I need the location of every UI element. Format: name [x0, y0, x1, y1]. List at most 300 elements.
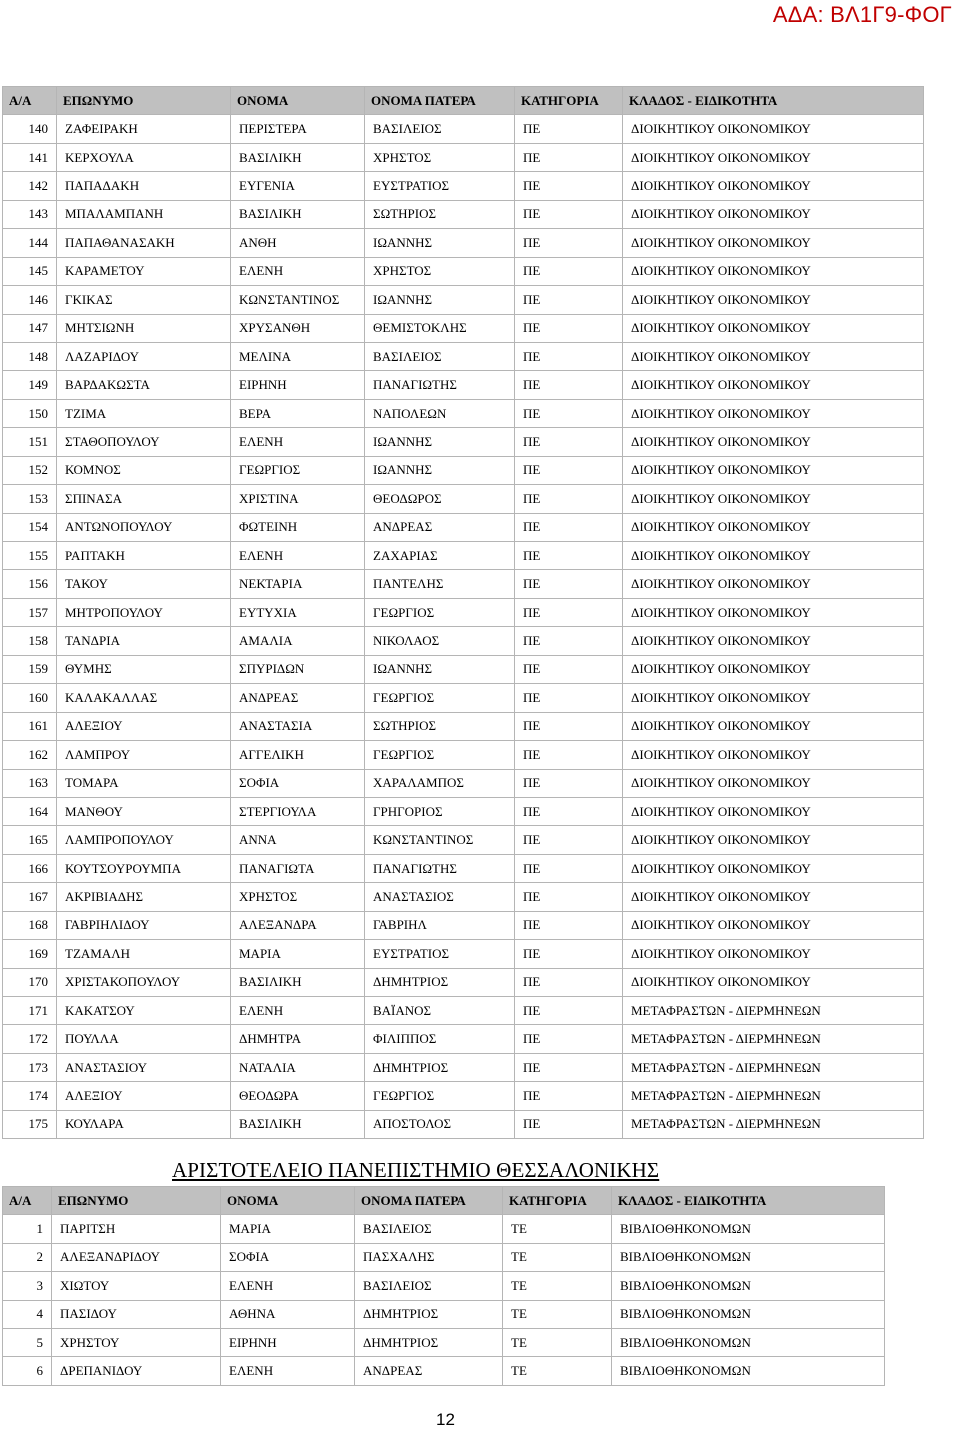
cell-father-name: ΣΩΤΗΡΙΟΣ [365, 712, 515, 740]
cell-surname: ΑΛΕΞΙΟΥ [57, 712, 231, 740]
table-row [3, 172, 924, 200]
table-row [3, 143, 924, 171]
table-row [3, 542, 924, 570]
cell-category: ΠΕ [515, 826, 623, 854]
cell-father-name: ΓΕΩΡΓΙΟΣ [365, 598, 515, 626]
cell-father-name: ΠΑΝΑΓΙΩΤΗΣ [365, 854, 515, 882]
cell-surname: ΑΛΕΞΙΟΥ [57, 1082, 231, 1110]
cell-surname: ΤΖΑΜΑΛΗ [57, 940, 231, 968]
cell-name: ΠΑΝΑΓΙΩΤΑ [231, 854, 365, 882]
cell-surname: ΚΕΡΧΟΥΛΑ [57, 143, 231, 171]
cell-category: ΠΕ [515, 712, 623, 740]
cell-name: ΓΕΩΡΓΙΟΣ [231, 456, 365, 484]
cell-aa: 143 [3, 200, 57, 228]
table-row [3, 627, 924, 655]
cell-father-name: ΖΑΧΑΡΙΑΣ [365, 542, 515, 570]
table-row [3, 485, 924, 513]
cell-name: ΕΛΕΝΗ [231, 542, 365, 570]
cell-specialty: ΔΙΟΙΚΗΤΙΚΟΥ ΟΙΚΟΝΟΜΙΚΟΥ [623, 940, 924, 968]
cell-category: ΠΕ [515, 997, 623, 1025]
cell-category: ΠΕ [515, 854, 623, 882]
cell-name: ΒΕΡΑ [231, 399, 365, 427]
cell-specialty: ΒΙΒΛΙΟΘΗΚΟΝΟΜΩΝ [612, 1328, 885, 1356]
staff-table-2 [2, 1186, 885, 1386]
cell-name: ΠΕΡΙΣΤΕΡΑ [231, 115, 365, 143]
cell-category: ΠΕ [515, 229, 623, 257]
cell-surname: ΑΚΡΙΒΙΑΔΗΣ [57, 883, 231, 911]
cell-category: ΤΕ [503, 1272, 612, 1300]
cell-surname: ΓΚΙΚΑΣ [57, 286, 231, 314]
cell-surname: ΒΑΡΔΑΚΩΣΤΑ [57, 371, 231, 399]
cell-surname: ΤΟΜΑΡΑ [57, 769, 231, 797]
cell-name: ΑΛΕΞΑΝΔΡΑ [231, 911, 365, 939]
cell-aa: 147 [3, 314, 57, 342]
cell-name: ΧΡΗΣΤΟΣ [231, 883, 365, 911]
cell-specialty: ΔΙΟΙΚΗΤΙΚΟΥ ΟΙΚΟΝΟΜΙΚΟΥ [623, 257, 924, 285]
cell-category: ΠΕ [515, 542, 623, 570]
cell-name: ΦΩΤΕΙΝΗ [231, 513, 365, 541]
cell-category: ΠΕ [515, 456, 623, 484]
cell-category: ΠΕ [515, 1025, 623, 1053]
cell-aa: 6 [3, 1357, 52, 1385]
table-row [3, 997, 924, 1025]
cell-surname: ΤΑΝΔΡΙΑ [57, 627, 231, 655]
staff-table-2-body [3, 1215, 885, 1385]
cell-category: ΤΕ [503, 1243, 612, 1271]
cell-father-name: ΧΑΡΑΛΑΜΠΟΣ [365, 769, 515, 797]
table-row [3, 1082, 924, 1110]
cell-aa: 172 [3, 1025, 57, 1053]
cell-name: ΕΥΓΕΝΙΑ [231, 172, 365, 200]
cell-father-name: ΝΑΠΟΛΕΩΝ [365, 399, 515, 427]
cell-father-name: ΑΠΟΣΤΟΛΟΣ [365, 1110, 515, 1138]
cell-aa: 141 [3, 143, 57, 171]
cell-father-name: ΔΗΜΗΤΡΙΟΣ [355, 1300, 503, 1328]
cell-surname: ΣΤΑΘΟΠΟΥΛΟΥ [57, 428, 231, 456]
header-name: ΟΝΟΜΑ [221, 1187, 355, 1215]
cell-category: ΠΕ [515, 627, 623, 655]
cell-name: ΒΑΣΙΛΙΚΗ [231, 968, 365, 996]
cell-father-name: ΓΕΩΡΓΙΟΣ [365, 684, 515, 712]
cell-father-name: ΧΡΗΣΤΟΣ [365, 143, 515, 171]
cell-surname: ΤΖΙΜΑ [57, 399, 231, 427]
cell-aa: 153 [3, 485, 57, 513]
cell-father-name: ΙΩΑΝΝΗΣ [365, 229, 515, 257]
table-row [3, 883, 924, 911]
cell-aa: 2 [3, 1243, 52, 1271]
cell-aa: 162 [3, 741, 57, 769]
cell-father-name: ΙΩΑΝΝΗΣ [365, 286, 515, 314]
cell-aa: 4 [3, 1300, 52, 1328]
cell-name: ΑΓΓΕΛΙΚΗ [231, 741, 365, 769]
table-row [3, 911, 924, 939]
cell-aa: 163 [3, 769, 57, 797]
cell-aa: 168 [3, 911, 57, 939]
cell-category: ΠΕ [515, 286, 623, 314]
header-specialty: ΚΛΑΔΟΣ - ΕΙΔΙΚΟΤΗΤΑ [623, 87, 924, 115]
cell-name: ΕΛΕΝΗ [231, 428, 365, 456]
cell-specialty: ΔΙΟΙΚΗΤΙΚΟΥ ΟΙΚΟΝΟΜΙΚΟΥ [623, 485, 924, 513]
table-row [3, 513, 924, 541]
cell-surname: ΑΝΤΩΝΟΠΟΥΛΟΥ [57, 513, 231, 541]
cell-aa: 5 [3, 1328, 52, 1356]
cell-specialty: ΔΙΟΙΚΗΤΙΚΟΥ ΟΙΚΟΝΟΜΙΚΟΥ [623, 428, 924, 456]
cell-name: ΣΠΥΡΙΔΩΝ [231, 655, 365, 683]
cell-specialty: ΔΙΟΙΚΗΤΙΚΟΥ ΟΙΚΟΝΟΜΙΚΟΥ [623, 769, 924, 797]
header-specialty: ΚΛΑΔΟΣ - ΕΙΔΙΚΟΤΗΤΑ [612, 1187, 885, 1215]
table-row [3, 428, 924, 456]
cell-aa: 156 [3, 570, 57, 598]
cell-category: ΠΕ [515, 485, 623, 513]
header-surname: ΕΠΩΝΥΜΟ [57, 87, 231, 115]
cell-specialty: ΜΕΤΑΦΡΑΣΤΩΝ - ΔΙΕΡΜΗΝΕΩΝ [623, 1110, 924, 1138]
table-row [3, 741, 924, 769]
cell-father-name: ΙΩΑΝΝΗΣ [365, 456, 515, 484]
cell-father-name: ΣΩΤΗΡΙΟΣ [365, 200, 515, 228]
cell-name: ΕΛΕΝΗ [231, 257, 365, 285]
cell-father-name: ΠΑΝΑΓΙΩΤΗΣ [365, 371, 515, 399]
cell-category: ΠΕ [515, 741, 623, 769]
cell-surname: ΜΑΝΘΟΥ [57, 797, 231, 825]
table-row [3, 769, 924, 797]
cell-category: ΠΕ [515, 655, 623, 683]
cell-name: ΑΝΘΗ [231, 229, 365, 257]
cell-father-name: ΝΙΚΟΛΑΟΣ [365, 627, 515, 655]
table-row [3, 712, 924, 740]
cell-specialty: ΔΙΟΙΚΗΤΙΚΟΥ ΟΙΚΟΝΟΜΙΚΟΥ [623, 598, 924, 626]
table-row [3, 115, 924, 143]
cell-surname: ΖΑΦΕΙΡΑΚΗ [57, 115, 231, 143]
cell-aa: 148 [3, 342, 57, 370]
cell-aa: 159 [3, 655, 57, 683]
cell-name: ΜΑΡΙΑ [231, 940, 365, 968]
cell-name: ΑΝΑΣΤΑΣΙΑ [231, 712, 365, 740]
cell-father-name: ΙΩΑΝΝΗΣ [365, 428, 515, 456]
header-category: ΚΑΤΗΓΟΡΙΑ [515, 87, 623, 115]
cell-aa: 171 [3, 997, 57, 1025]
cell-surname: ΚΟΜΝΟΣ [57, 456, 231, 484]
cell-father-name: ΕΥΣΤΡΑΤΙΟΣ [365, 940, 515, 968]
cell-category: ΠΕ [515, 428, 623, 456]
table-row [3, 655, 924, 683]
cell-aa: 145 [3, 257, 57, 285]
cell-father-name: ΑΝΔΡΕΑΣ [365, 513, 515, 541]
cell-father-name: ΒΑΣΙΛΕΙΟΣ [365, 115, 515, 143]
cell-surname: ΠΑΠΑΔΑΚΗ [57, 172, 231, 200]
cell-surname: ΔΡΕΠΑΝΙΔΟΥ [52, 1357, 221, 1385]
cell-name: ΝΕΚΤΑΡΙΑ [231, 570, 365, 598]
cell-category: ΠΕ [515, 1110, 623, 1138]
cell-aa: 164 [3, 797, 57, 825]
header-father-name: ΟΝΟΜΑ ΠΑΤΕΡΑ [365, 87, 515, 115]
ada-code: ΑΔΑ: ΒΛ1Γ9-ΦΟΓ [772, 2, 952, 27]
cell-surname: ΣΠΙΝΑΣΑ [57, 485, 231, 513]
staff-table-1-body [3, 115, 924, 1139]
cell-specialty: ΔΙΟΙΚΗΤΙΚΟΥ ΟΙΚΟΝΟΜΙΚΟΥ [623, 314, 924, 342]
cell-surname: ΑΝΑΣΤΑΣΙΟΥ [57, 1053, 231, 1081]
cell-category: ΠΕ [515, 399, 623, 427]
cell-aa: 150 [3, 399, 57, 427]
cell-surname: ΜΗΤΣΙΩΝΗ [57, 314, 231, 342]
table-row [3, 1110, 924, 1138]
cell-specialty: ΔΙΟΙΚΗΤΙΚΟΥ ΟΙΚΟΝΟΜΙΚΟΥ [623, 542, 924, 570]
cell-father-name: ΔΗΜΗΤΡΙΟΣ [365, 1053, 515, 1081]
cell-name: ΣΟΦΙΑ [221, 1243, 355, 1271]
cell-specialty: ΔΙΟΙΚΗΤΙΚΟΥ ΟΙΚΟΝΟΜΙΚΟΥ [623, 797, 924, 825]
cell-surname: ΛΑΜΠΡΟΥ [57, 741, 231, 769]
table-row [3, 1300, 885, 1328]
cell-specialty: ΔΙΟΙΚΗΤΙΚΟΥ ΟΙΚΟΝΟΜΙΚΟΥ [623, 456, 924, 484]
table-row [3, 968, 924, 996]
cell-specialty: ΔΙΟΙΚΗΤΙΚΟΥ ΟΙΚΟΝΟΜΙΚΟΥ [623, 911, 924, 939]
cell-name: ΔΗΜΗΤΡΑ [231, 1025, 365, 1053]
cell-name: ΚΩΝΣΤΑΝΤΙΝΟΣ [231, 286, 365, 314]
cell-specialty: ΔΙΟΙΚΗΤΙΚΟΥ ΟΙΚΟΝΟΜΙΚΟΥ [623, 143, 924, 171]
cell-father-name: ΦΙΛΙΠΠΟΣ [365, 1025, 515, 1053]
table-row [3, 797, 924, 825]
header-surname: ΕΠΩΝΥΜΟ [52, 1187, 221, 1215]
cell-surname: ΘΥΜΗΣ [57, 655, 231, 683]
cell-category: ΠΕ [515, 314, 623, 342]
cell-name: ΑΝΝΑ [231, 826, 365, 854]
cell-surname: ΡΑΠΤΑΚΗ [57, 542, 231, 570]
cell-specialty: ΔΙΟΙΚΗΤΙΚΟΥ ΟΙΚΟΝΟΜΙΚΟΥ [623, 399, 924, 427]
cell-specialty: ΜΕΤΑΦΡΑΣΤΩΝ - ΔΙΕΡΜΗΝΕΩΝ [623, 1082, 924, 1110]
cell-surname: ΜΠΑΛΑΜΠΑΝΗ [57, 200, 231, 228]
table-row [3, 1328, 885, 1356]
cell-category: ΠΕ [515, 570, 623, 598]
header-aa: Α/Α [3, 1187, 52, 1215]
cell-name: ΕΛΕΝΗ [231, 997, 365, 1025]
cell-specialty: ΔΙΟΙΚΗΤΙΚΟΥ ΟΙΚΟΝΟΜΙΚΟΥ [623, 286, 924, 314]
cell-father-name: ΓΑΒΡΙΗΛ [365, 911, 515, 939]
table-row [3, 598, 924, 626]
cell-father-name: ΧΡΗΣΤΟΣ [365, 257, 515, 285]
cell-name: ΝΑΤΑΛΙΑ [231, 1053, 365, 1081]
cell-father-name: ΠΑΝΤΕΛΗΣ [365, 570, 515, 598]
cell-surname: ΜΗΤΡΟΠΟΥΛΟΥ [57, 598, 231, 626]
cell-category: ΠΕ [515, 1082, 623, 1110]
table-row [3, 1357, 885, 1385]
cell-surname: ΠΑΠΑΘΑΝΑΣΑΚΗ [57, 229, 231, 257]
cell-aa: 173 [3, 1053, 57, 1081]
cell-surname: ΚΟΥΛΑΡΑ [57, 1110, 231, 1138]
cell-category: ΠΕ [515, 143, 623, 171]
cell-father-name: ΘΕΜΙΣΤΟΚΛΗΣ [365, 314, 515, 342]
cell-aa: 146 [3, 286, 57, 314]
cell-specialty: ΔΙΟΙΚΗΤΙΚΟΥ ΟΙΚΟΝΟΜΙΚΟΥ [623, 712, 924, 740]
cell-specialty: ΔΙΟΙΚΗΤΙΚΟΥ ΟΙΚΟΝΟΜΙΚΟΥ [623, 172, 924, 200]
cell-specialty: ΒΙΒΛΙΟΘΗΚΟΝΟΜΩΝ [612, 1215, 885, 1243]
cell-name: ΕΙΡΗΝΗ [231, 371, 365, 399]
cell-name: ΕΥΤΥΧΙΑ [231, 598, 365, 626]
cell-father-name: ΒΑΪΑΝΟΣ [365, 997, 515, 1025]
cell-aa: 151 [3, 428, 57, 456]
table-row [3, 1243, 885, 1271]
cell-category: ΠΕ [515, 513, 623, 541]
cell-father-name: ΓΕΩΡΓΙΟΣ [365, 1082, 515, 1110]
cell-specialty: ΔΙΟΙΚΗΤΙΚΟΥ ΟΙΚΟΝΟΜΙΚΟΥ [623, 513, 924, 541]
cell-aa: 161 [3, 712, 57, 740]
cell-category: ΤΕ [503, 1357, 612, 1385]
cell-name: ΜΑΡΙΑ [221, 1215, 355, 1243]
cell-specialty: ΜΕΤΑΦΡΑΣΤΩΝ - ΔΙΕΡΜΗΝΕΩΝ [623, 1025, 924, 1053]
cell-aa: 1 [3, 1215, 52, 1243]
cell-name: ΣΤΕΡΓΙΟΥΛΑ [231, 797, 365, 825]
cell-specialty: ΔΙΟΙΚΗΤΙΚΟΥ ΟΙΚΟΝΟΜΙΚΟΥ [623, 115, 924, 143]
cell-aa: 165 [3, 826, 57, 854]
cell-aa: 166 [3, 854, 57, 882]
staff-table-1 [2, 86, 924, 1139]
cell-category: ΠΕ [515, 172, 623, 200]
cell-surname: ΑΛΕΞΑΝΔΡΙΔΟΥ [52, 1243, 221, 1271]
cell-name: ΕΙΡΗΝΗ [221, 1328, 355, 1356]
cell-name: ΘΕΟΔΩΡΑ [231, 1082, 365, 1110]
cell-surname: ΚΑΡΑΜΕΤΟΥ [57, 257, 231, 285]
header-aa: Α/Α [3, 87, 57, 115]
cell-name: ΧΡΥΣΑΝΘΗ [231, 314, 365, 342]
cell-category: ΠΕ [515, 598, 623, 626]
cell-category: ΠΕ [515, 883, 623, 911]
cell-category: ΠΕ [515, 115, 623, 143]
cell-category: ΠΕ [515, 200, 623, 228]
cell-surname: ΚΑΛΑΚΑΛΛΑΣ [57, 684, 231, 712]
cell-category: ΠΕ [515, 769, 623, 797]
table-row [3, 200, 924, 228]
cell-surname: ΠΑΣΙΔΟΥ [52, 1300, 221, 1328]
cell-name: ΧΡΙΣΤΙΝΑ [231, 485, 365, 513]
cell-category: ΤΕ [503, 1328, 612, 1356]
cell-specialty: ΔΙΟΙΚΗΤΙΚΟΥ ΟΙΚΟΝΟΜΙΚΟΥ [623, 684, 924, 712]
table-row [3, 286, 924, 314]
cell-father-name: ΑΝΑΣΤΑΣΙΟΣ [365, 883, 515, 911]
cell-aa: 158 [3, 627, 57, 655]
cell-father-name: ΔΗΜΗΤΡΙΟΣ [355, 1328, 503, 1356]
cell-specialty: ΔΙΟΙΚΗΤΙΚΟΥ ΟΙΚΟΝΟΜΙΚΟΥ [623, 570, 924, 598]
cell-name: ΕΛΕΝΗ [221, 1357, 355, 1385]
table-row [3, 371, 924, 399]
cell-name: ΒΑΣΙΛΙΚΗ [231, 1110, 365, 1138]
cell-aa: 167 [3, 883, 57, 911]
cell-category: ΤΕ [503, 1300, 612, 1328]
table-row [3, 257, 924, 285]
header-name: ΟΝΟΜΑ [231, 87, 365, 115]
cell-category: ΠΕ [515, 911, 623, 939]
cell-surname: ΧΡΗΣΤΟΥ [52, 1328, 221, 1356]
cell-specialty: ΒΙΒΛΙΟΘΗΚΟΝΟΜΩΝ [612, 1272, 885, 1300]
cell-aa: 3 [3, 1272, 52, 1300]
cell-surname: ΤΑΚΟΥ [57, 570, 231, 598]
table-row [3, 314, 924, 342]
cell-specialty: ΔΙΟΙΚΗΤΙΚΟΥ ΟΙΚΟΝΟΜΙΚΟΥ [623, 200, 924, 228]
cell-aa: 152 [3, 456, 57, 484]
cell-name: ΣΟΦΙΑ [231, 769, 365, 797]
cell-category: ΠΕ [515, 940, 623, 968]
table-row [3, 1053, 924, 1081]
cell-surname: ΚΑΚΑΤΣΟΥ [57, 997, 231, 1025]
cell-category: ΠΕ [515, 257, 623, 285]
cell-aa: 170 [3, 968, 57, 996]
cell-father-name: ΘΕΟΔΩΡΟΣ [365, 485, 515, 513]
table-row [3, 342, 924, 370]
cell-father-name: ΕΥΣΤΡΑΤΙΟΣ [365, 172, 515, 200]
cell-name: ΑΜΑΛΙΑ [231, 627, 365, 655]
table-row [3, 1272, 885, 1300]
cell-category: ΤΕ [503, 1215, 612, 1243]
cell-aa: 140 [3, 115, 57, 143]
table-row [3, 570, 924, 598]
section-title-auth: ΑΡΙΣΤΟΤΕΛΕΙΟ ΠΑΝΕΠΙΣΤΗΜΙΟ ΘΕΣΣΑΛΟΝΙΚΗΣ [172, 1158, 660, 1182]
table-row [3, 940, 924, 968]
cell-aa: 149 [3, 371, 57, 399]
cell-aa: 155 [3, 542, 57, 570]
cell-aa: 160 [3, 684, 57, 712]
cell-aa: 175 [3, 1110, 57, 1138]
cell-specialty: ΒΙΒΛΙΟΘΗΚΟΝΟΜΩΝ [612, 1300, 885, 1328]
cell-surname: ΛΑΜΠΡΟΠΟΥΛΟΥ [57, 826, 231, 854]
table-header-row [3, 87, 924, 115]
cell-name: ΑΘΗΝΑ [221, 1300, 355, 1328]
table-row [3, 399, 924, 427]
cell-specialty: ΒΙΒΛΙΟΘΗΚΟΝΟΜΩΝ [612, 1243, 885, 1271]
cell-specialty: ΔΙΟΙΚΗΤΙΚΟΥ ΟΙΚΟΝΟΜΙΚΟΥ [623, 627, 924, 655]
cell-category: ΠΕ [515, 797, 623, 825]
cell-father-name: ΔΗΜΗΤΡΙΟΣ [365, 968, 515, 996]
cell-specialty: ΔΙΟΙΚΗΤΙΚΟΥ ΟΙΚΟΝΟΜΙΚΟΥ [623, 655, 924, 683]
cell-category: ΠΕ [515, 968, 623, 996]
cell-father-name: ΒΑΣΙΛΕΙΟΣ [355, 1215, 503, 1243]
cell-category: ΠΕ [515, 1053, 623, 1081]
cell-name: ΑΝΔΡΕΑΣ [231, 684, 365, 712]
table-row [3, 229, 924, 257]
cell-name: ΒΑΣΙΛΙΚΗ [231, 143, 365, 171]
cell-specialty: ΔΙΟΙΚΗΤΙΚΟΥ ΟΙΚΟΝΟΜΙΚΟΥ [623, 371, 924, 399]
cell-category: ΠΕ [515, 371, 623, 399]
header-father-name: ΟΝΟΜΑ ΠΑΤΕΡΑ [355, 1187, 503, 1215]
cell-specialty: ΜΕΤΑΦΡΑΣΤΩΝ - ΔΙΕΡΜΗΝΕΩΝ [623, 997, 924, 1025]
cell-specialty: ΔΙΟΙΚΗΤΙΚΟΥ ΟΙΚΟΝΟΜΙΚΟΥ [623, 342, 924, 370]
table-row [3, 684, 924, 712]
cell-aa: 144 [3, 229, 57, 257]
cell-name: ΒΑΣΙΛΙΚΗ [231, 200, 365, 228]
cell-specialty: ΔΙΟΙΚΗΤΙΚΟΥ ΟΙΚΟΝΟΜΙΚΟΥ [623, 229, 924, 257]
cell-specialty: ΔΙΟΙΚΗΤΙΚΟΥ ΟΙΚΟΝΟΜΙΚΟΥ [623, 968, 924, 996]
cell-specialty: ΔΙΟΙΚΗΤΙΚΟΥ ΟΙΚΟΝΟΜΙΚΟΥ [623, 826, 924, 854]
table-row [3, 1025, 924, 1053]
cell-aa: 157 [3, 598, 57, 626]
table-row [3, 456, 924, 484]
cell-aa: 154 [3, 513, 57, 541]
table-header-row [3, 1187, 885, 1215]
cell-specialty: ΜΕΤΑΦΡΑΣΤΩΝ - ΔΙΕΡΜΗΝΕΩΝ [623, 1053, 924, 1081]
cell-father-name: ΓΡΗΓΟΡΙΟΣ [365, 797, 515, 825]
table-row [3, 1215, 885, 1243]
cell-surname: ΛΑΖΑΡΙΔΟΥ [57, 342, 231, 370]
cell-specialty: ΔΙΟΙΚΗΤΙΚΟΥ ΟΙΚΟΝΟΜΙΚΟΥ [623, 883, 924, 911]
cell-surname: ΧΡΙΣΤΑΚΟΠΟΥΛΟΥ [57, 968, 231, 996]
cell-father-name: ΓΕΩΡΓΙΟΣ [365, 741, 515, 769]
cell-surname: ΠΟΥΛΛΑ [57, 1025, 231, 1053]
page-number: 12 [436, 1410, 455, 1429]
cell-name: ΕΛΕΝΗ [221, 1272, 355, 1300]
cell-father-name: ΠΑΣΧΑΛΗΣ [355, 1243, 503, 1271]
cell-father-name: ΒΑΣΙΛΕΙΟΣ [365, 342, 515, 370]
cell-surname: ΚΟΥΤΣΟΥΡΟΥΜΠΑ [57, 854, 231, 882]
cell-aa: 142 [3, 172, 57, 200]
cell-surname: ΧΙΩΤΟΥ [52, 1272, 221, 1300]
cell-aa: 169 [3, 940, 57, 968]
cell-father-name: ΙΩΑΝΝΗΣ [365, 655, 515, 683]
